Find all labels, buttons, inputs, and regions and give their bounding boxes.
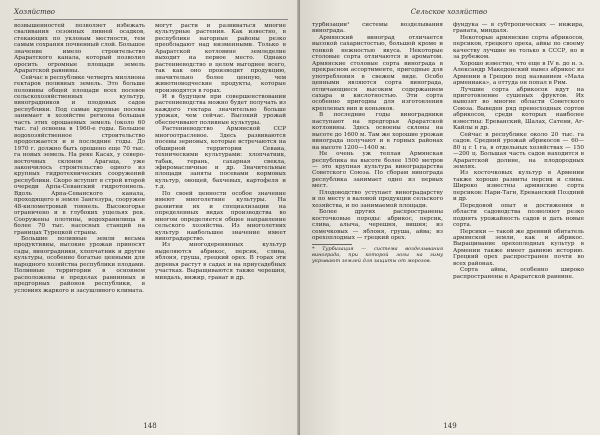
paragraph: Из косточковых культур в Армении также хорошо развиты персик и слива. Широко известны армянские сорта персиков: Нари-Таги, Ереванский Поздний и др. xyxy=(453,170,584,203)
right-page-columns xyxy=(312,22,586,414)
paragraph: Персики — такой же древний обитатель армянской земли, как и абрикос. Выращивание орехоплодных культур в Армении также имеет давнюю историю. Грецкий орех распространен почти во всех районах. xyxy=(453,228,584,267)
paragraph: могут расти и развиваться многие культурные растения. Как известно, в республике нагорные районы резко преобладают над низменными. Только в Араратской котловине земледелие выходит на первое место. Однако растениеводство в целом выгоднее всего, так как оно производит продукцию, значительно более ценную, чем животноводческие продукты, которые производятся в горах. xyxy=(155,23,286,94)
paragraph: Армянский виноград отличается высокой сахаристостью, большой кроме и тонкой нежностью вкуса. Некоторые столовые сорта отличаются и ароматом. Армянские столовые сорта винограда в прекрасном ассортименте, пригодные для употребления в свежем виде. Особо ценными являются сорта винограда, отличающиеся высоким содержанием сахара и кислотностью. Эти сорта особенно пригодны для изготовления крепленых вин и коньяков. xyxy=(312,34,443,112)
paragraph: Сейчас в республике около 20 тыс. га садов. Средний урожай абрикосов — 60—80 ц с 1 га, в отдельных хозяйствах — 150—200 ц. Большая часть садов находится в Араратской долине, на плодородных землях. xyxy=(453,131,584,170)
paragraph: Более других распространены косточковые породы: абрикос, персик, слива, алыча, черешня, вишня; из семечковых — яблоня, груша, айва; из орехоплодных — грецкий орех. xyxy=(312,209,443,241)
left-column-1 xyxy=(14,23,145,415)
paragraph: Сейчас в республике четверть миллиона гектаров поливных земель. Это больше половины общей площади всех посевов сельскохозяйственных культур, виноградников и плодовых садов республики. Под самые крупные посевы занимает в хозяйстве региона большая часть этих орошаемых земель (около 60 тыс. га) освоена в 1960-е годы. Большое водохозяйственное строительство продолжается и в последние годы. До 1970 г. должно быть орошено еще 70 тыс. га новых земель. На реке Касах, у северо-восточных склонов Арагаца, уже закончилось строительство одного из крупных гидротехнических сооружений республики. Скоро вступит в строй второй очереди Арпа-Севанский гидротоннель. Вдоль Арпа-Севанского канала, проходящего в земле Зангезура, сооружен 48-километровый тоннель. Высокогорье ограничено и в глубоких ущельях рек. Сооружены плотины, водохранилища и более 70 тыс. насосных станций на границах Турецкой страны. xyxy=(14,74,145,236)
paragraph: По своей ценности особое значение имеют многолетние культуры. На развитии их и специализации на определенных видах производства во многом определяется общее направление сельского хозяйства. Из многолетних культур наибольшее значение имеет виноградарство. xyxy=(155,190,286,242)
paragraph: Из многодеревянных культур выделяются абрикос, персик, слива, яблоня, груша, грецкий орех. В горах эти деревья растут в садах и на приусадебных участках. Выращиваются также черешня, миндаль, инжир, гранат и др. xyxy=(155,242,286,281)
paragraph: фундука — в субтропических — инжира, граната, миндаля. xyxy=(453,22,584,35)
paragraph: Хорошо известно, что еще в IV в. до н. э. Александр Македонский вывез абрикос из Армении в Грецию под названием «Мала армениака», а оттуда он попал в Рим. xyxy=(453,60,584,87)
paragraph: Сорта айвы, особенно широко распространены в Араратской равнине. xyxy=(453,267,584,280)
left-page-columns xyxy=(14,23,288,415)
running-head-left: Хозяйство xyxy=(14,8,288,20)
paragraph: Не очень уж теплая Армянская республика на высоте более 1500 метров — это крупная культура виноградарства Советского Союза. По сборам винограда республика занимает одно из первых мест. xyxy=(312,151,443,190)
paragraph: Некоторые армянские сорта абрикосов, персиков, грецкого ореха, айвы по своему качеству лучшие не только в СССР, но и за рубежом. xyxy=(453,34,584,61)
paragraph: турбизации¹ системы возделывания винограда. xyxy=(312,22,443,35)
paragraph: Передовой опыт и достижения в области садоводства позволяют резко поднять урожайность садов и дать новые сорта. xyxy=(453,202,584,229)
right-column-2 xyxy=(453,22,584,414)
left-column-2 xyxy=(155,23,286,415)
paragraph: Лучшие сорта абрикосов идут на приготовление сушеных фруктов. Их вывозят во многие области Советского Союза. Выведен ряд превосходных сортов абрикосов, среди которых наиболее известны: Ереванский, Шалах, Сатени, Аг-Кайлы и др. xyxy=(453,86,584,132)
page-number-right: 149 xyxy=(443,422,457,430)
page-number-left: 148 xyxy=(143,422,157,430)
paragraph: Большие поливные земли весьма продуктивны, высокие урожаи приносят сады, виноградники, хлопчатник и другие культуры, особенно богатые ценными для народного хозяйства республики плодами. Поливные территории в основном расположены в пределах равнинных и предгорных районов республики, в условиях жаркого и засушливого климата. xyxy=(14,235,145,294)
footnote: * Турбизация — система возделывания винограда, при которой лозы на зиму укрывают землей для защиты от морозов. xyxy=(312,246,443,265)
paragraph: В последние годы виноградники наступают на предгорья Араратской котловины. Здесь освоены склоны на высоте до 1600 м. Там же хорошие урожаи винограда получают и в горных районах на высоте 1200—1400 м. xyxy=(312,112,443,151)
paragraph: возвышенностей позволяет избежать сваливания сезонных ливней осадков, стекающих по уклонам местности, тем самым сохраняя почвенный слой. Большое значение имело строительство Араратского канала, который позволил оросить огромные площади земель Араратской равнины. xyxy=(14,23,145,75)
paragraph: И в будущем при совершенствовании растениеводства можно будет получать из каждого гектара значительно больше урожая, чем сейчас. Высокий урожай обеспечивают поливные культуры. xyxy=(155,93,286,126)
right-page xyxy=(300,0,600,435)
paragraph: Растениеводство Армянской ССР многоотраслевое. Здесь развиваются посевы зерновых, которые встречаются на обширной территории Севана, техническими культурами: хлопчатник, табак, герань, сахарная свекла, эфиромасличные и др. Значительные площади заняты посевами кормовых культур, овощей, бахчевых, картофеля и т.д. xyxy=(155,126,286,191)
paragraph: Плодоводство уступает виноградарству и по месту в валовой продукции сельского хозяйства, и по занимаемой площади. xyxy=(312,189,443,209)
running-head-right: Сельское хозяйство xyxy=(410,8,488,16)
right-column-1 xyxy=(312,22,443,414)
